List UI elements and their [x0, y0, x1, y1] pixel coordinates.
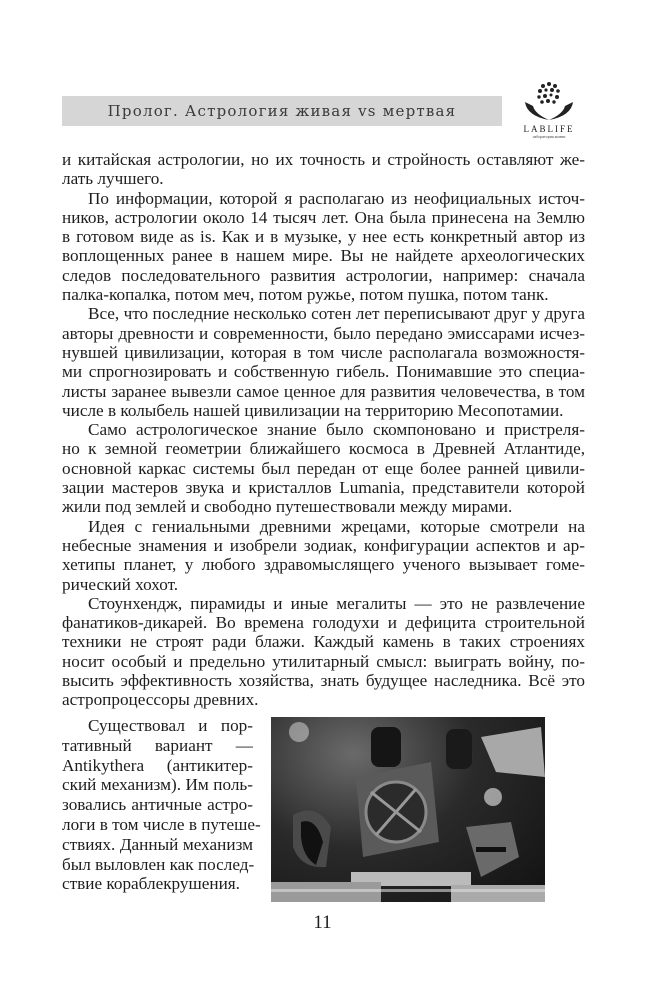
text-line: хетипы планет, у любого здравомыслящего ученого вызывает гоме-: [62, 555, 585, 575]
running-header: [62, 96, 502, 126]
text-line: числе в колыбель нашей цивилизации на территорию Месопотамии.: [62, 400, 564, 420]
chapter-title: Пролог. Астрология живая vs мертвая: [107, 102, 457, 120]
text-line: основной каркас системы был передан от еще более ранней цивили-: [62, 458, 585, 478]
text-line: и китайская астрологии, но их точность и стройность оставляют же-: [62, 150, 585, 169]
paragraph: [62, 420, 585, 516]
text-line: следов последовательного развития астрологии, например: сначала: [62, 265, 585, 285]
text-line: но к земной геометрии ближайшего космоса в Древней Атлантиде,: [62, 439, 585, 459]
text-line: По информации, которой я располагаю из неофициальных источ-: [88, 188, 585, 208]
paragraph: [62, 594, 585, 710]
hands-tree-icon: [521, 80, 577, 124]
text-line: рический хохот.: [62, 574, 179, 594]
text-line: Идея с гениальными древними жрецами, которые смотрели на: [88, 516, 585, 536]
antikythera-mechanism-photo: [271, 717, 545, 902]
text-line: зации мастеров звука и кристаллов Lumania, представители которой: [62, 478, 585, 498]
text-line: высить эффективность хозяйства, знать будущее наследника. Всё это: [62, 671, 585, 691]
text-line: Существовал и пор-: [88, 716, 253, 735]
paragraph: [62, 150, 585, 189]
text-line: Само астрологическое знание было скомпоновано и пристреля-: [88, 420, 585, 440]
page-number: 11: [313, 912, 332, 933]
paragraph: [62, 304, 585, 420]
text-line: листы заранее вывезли самое ценное для развития человечества, в том: [62, 381, 585, 401]
text-line: Все, что последние несколько сотен лет переписывают друг у друга: [88, 304, 585, 324]
text-line: авторы древности и современности, было передано эмиссарами исчез-: [62, 323, 585, 343]
logo-name: LABLIFE: [523, 124, 575, 134]
text-line: был выловлен как послед-: [62, 854, 255, 874]
text-line: логи в том числе в путеше-: [62, 814, 261, 834]
logo-subtitle: лаборатория жизни: [532, 134, 566, 139]
text-line: фанатиков-дикарей. Во времена голодухи и дефицита строительной: [62, 613, 585, 633]
publisher-logo: [505, 80, 593, 144]
text-line: Стоунхендж, пирамиды и иные мегалиты — это не развлечение: [88, 593, 585, 613]
body-text: [62, 150, 585, 710]
text-line: ствие кораблекрушения.: [62, 874, 240, 894]
text-line: лать лучшего.: [62, 169, 164, 189]
text-line: зовались античные астро-: [62, 795, 253, 815]
text-line: носит особый и предельно утилитарный смысл: выиграть войну, по-: [62, 651, 585, 671]
text-line: ми спрогнозировать и собственную гибель. Понимавшие это специа-: [62, 362, 585, 382]
text-line: жили под землей и свободно путешествовали между мирами.: [62, 497, 513, 517]
text-line: воплощенных ранее в нашем мире. Вы не найдете археологических: [62, 246, 585, 266]
text-line: ствиях. Данный механизм: [62, 834, 253, 854]
text-line: Antikythera (антикитер-: [62, 755, 253, 775]
side-text: [62, 716, 261, 894]
text-line: тативный вариант —: [62, 735, 253, 755]
text-line: ников, астрологии около 14 тысяч лет. Она была принесена на Землю: [62, 207, 585, 227]
paragraph: [62, 189, 585, 305]
text-line: техники не строят ради блажи. Каждый камень в таких строениях: [62, 632, 585, 652]
text-line: палка-копалка, потом меч, потом ружье, потом пушка, потом танк.: [62, 285, 549, 305]
text-line: в готовом виде as is. Как и в музыке, у нее есть конкретный автор из: [62, 227, 585, 247]
text-line: ский механизм). Им поль-: [62, 775, 253, 795]
text-line: небесные знамения и изобрели зодиак, конфигурации аспектов и ар-: [62, 535, 585, 555]
text-line: нувшей цивилизации, которая в том числе располагала возможностя-: [62, 342, 585, 362]
text-line: астропроцессоры древних.: [62, 690, 259, 710]
paragraph: [62, 517, 585, 594]
